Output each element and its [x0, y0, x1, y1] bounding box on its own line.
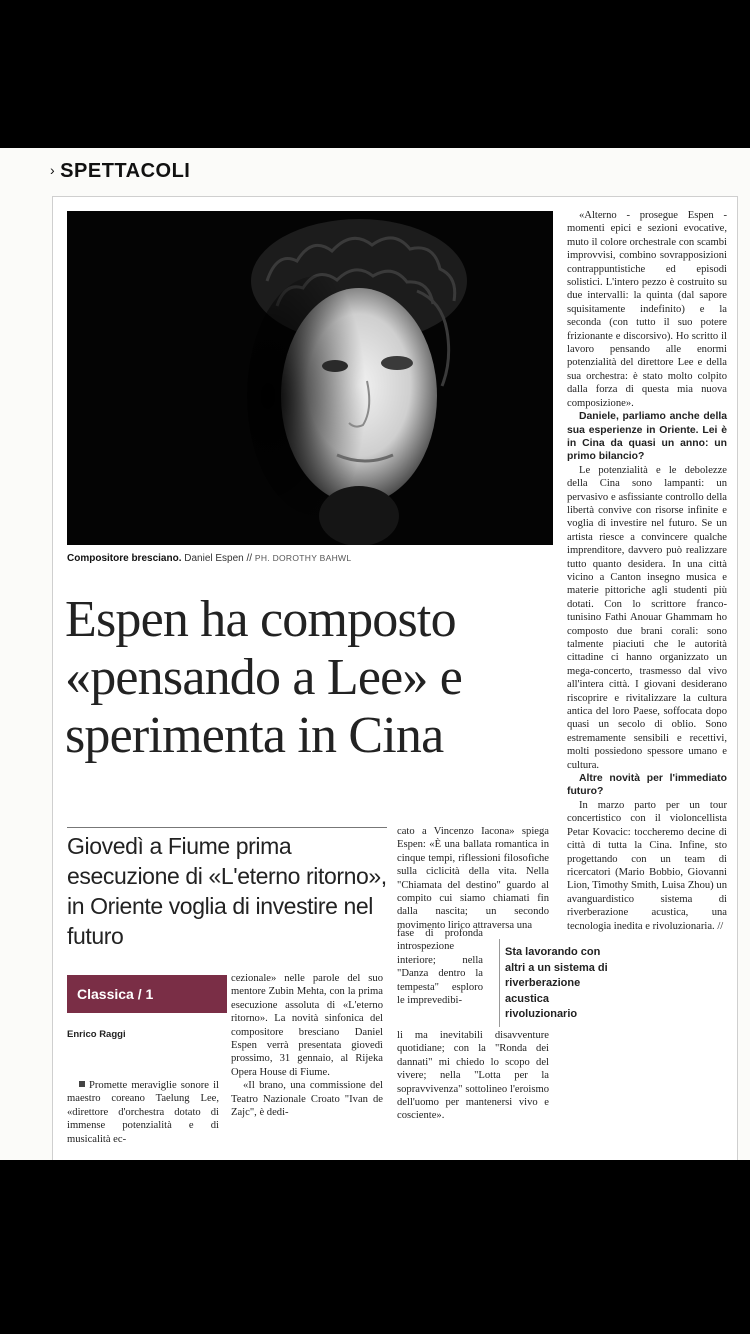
author-byline: Enrico Raggi [67, 1029, 126, 1040]
headline [65, 591, 555, 765]
pull-quote: Sta lavorando con altri a un sistema di riverberazione acustica rivoluzionario [505, 946, 608, 1020]
square-bullet-icon [79, 1081, 85, 1087]
interview-question: Altre novità per l'immediato futuro? [567, 773, 727, 798]
chevron-right-icon: › [50, 162, 56, 178]
category-badge: Classica / 1 [67, 975, 227, 1013]
paragraph: In marzo parto per un tour concertistico con il violoncellista Petar Kovacic: toccheremo decine di città di tutta la Cina. Infine, sto progettando con un team di ricercatori (Mario Bobbio, Giovanni Lion, Timothy Smith, Luisa Zhou) un avanguardistico sistema di riverberazione acustica, una tecnologia inedita e rivoluzionaria. // [567, 799, 727, 932]
paragraph [67, 1079, 219, 1146]
caption-text: Daniel Espen // [181, 553, 255, 564]
paragraph: Le potenzialità e le debolezze della Cina sono lampanti: un pervasivo e asfissiante controllo della libertà convive con risorse infinite e voglia di investire nel futuro. Se un artista riesce a convincere qualche imprenditore, davvero può realizzare tutto quanto desidera. In una città vicino a Canton insegno musica e materie pittoriche agli studenti più dotati. Con lo scrittore franco-tunisino Fathi Anouar Ghammam ho composto due brani corali: sono talmente piaciuti che le autorità cittadine ci hanno organizzato un mega-concerto, trasmesso dal vivo all'intera città. I giovani desiderano riscoprire e rivitalizzare la cultura antica del loro Paese, soffocata dopo quasi un secolo di oblio. Sono estremamente sensibili e recettivi, molti possiedono spessore umano e cultura. [567, 464, 727, 771]
text-column-3-top [397, 825, 549, 932]
section-header [50, 160, 190, 183]
portrait-illustration [67, 211, 553, 545]
paragraph-text: Promette meraviglie sonore il maestro coreano Taelung Lee, «direttore d'orchestra dotato di immense potenzialità e di musicalità ec- [67, 1080, 219, 1145]
text-column-3-bottom [397, 1029, 549, 1123]
headline-line: sperimenta in Cina [65, 707, 444, 764]
divider [499, 939, 500, 1027]
paragraph: li ma inevitabili disavventure quotidiane; con la "Ronda dei dannati" mi chiedo lo scopo del vivere; nella "Lotta per la sopravvivenza" sottolineo l'eroismo dell'uomo per mantenersi vivo e cosciente». [397, 1030, 549, 1122]
text-column-3-narrow [397, 927, 483, 1007]
section-label: SPETTACOLI [60, 160, 191, 182]
headline-line: «pensando a Lee» e [65, 649, 463, 706]
newspaper-page [0, 148, 750, 1160]
divider [67, 827, 387, 828]
text-column-4 [567, 209, 727, 933]
paragraph: cato a Vincenzo Iacona» spiega Espen: «È una ballata romantica in cinque tempi, riflessioni filosofiche sulla ciclicità della vita. Nella "Chiamata del destino" guardo al compito cui siamo chiamati fin dalla nascita; un secondo movimento lirico attraversa una [397, 826, 549, 931]
headline-line: Espen ha composto [65, 591, 456, 648]
paragraph: cezionale» nelle parole del suo mentore Zubin Mehta, con la prima esecuzione assoluta di «L'eterno ritorno». La novità sinfonica del compositore bresciano Daniel Espen verrà presentata giovedì prossimo, 31 gennaio, al Rijeka Opera House di Fiume. [231, 973, 383, 1078]
subheadline: Giovedì a Fiume prima esecuzione di «L'eterno ritorno», in Oriente voglia di investire nel futuro [67, 833, 387, 949]
paragraph: fase di profonda introspezione interiore; nella "Danza dentro la tempesta" esploro le imprevedibi- [397, 928, 483, 1007]
paragraph: «Alterno - prosegue Espen - momenti epici e sezioni evocative, muto il colore orchestrale con scambi improvvisi, combino sovrapposizioni contrappuntistiche ed episodi solistici. L'intero pezzo è costruito su due intervalli: la quinta (dal sapore squisitamente indefinito) e la seconda (con tutto il suo potere frizionante e discorsivo). Ho scritto il lavoro pensando alle enormi potenzialità del direttore Lee e della sua orchestra: è stato molto colpito dalla forza di questa mia nuova composizione». [567, 210, 727, 409]
article-frame [52, 196, 738, 1160]
caption-title: Compositore bresciano. [67, 553, 182, 564]
photo-caption [67, 553, 553, 564]
portrait-photo [67, 211, 553, 545]
text-column-1 [67, 1079, 219, 1146]
text-column-2 [231, 972, 383, 1119]
caption-credit: PH. DOROTHY BAHWL [254, 553, 352, 563]
paragraph: «Il brano, una commissione del Teatro Nazionale Croato "Ivan de Zajc", è dedi- [231, 1080, 383, 1119]
interview-question: Daniele, parliamo anche della sua esperienze in Oriente. Lei è in Cina da quasi un anno: un primo bilancio? [567, 411, 727, 463]
